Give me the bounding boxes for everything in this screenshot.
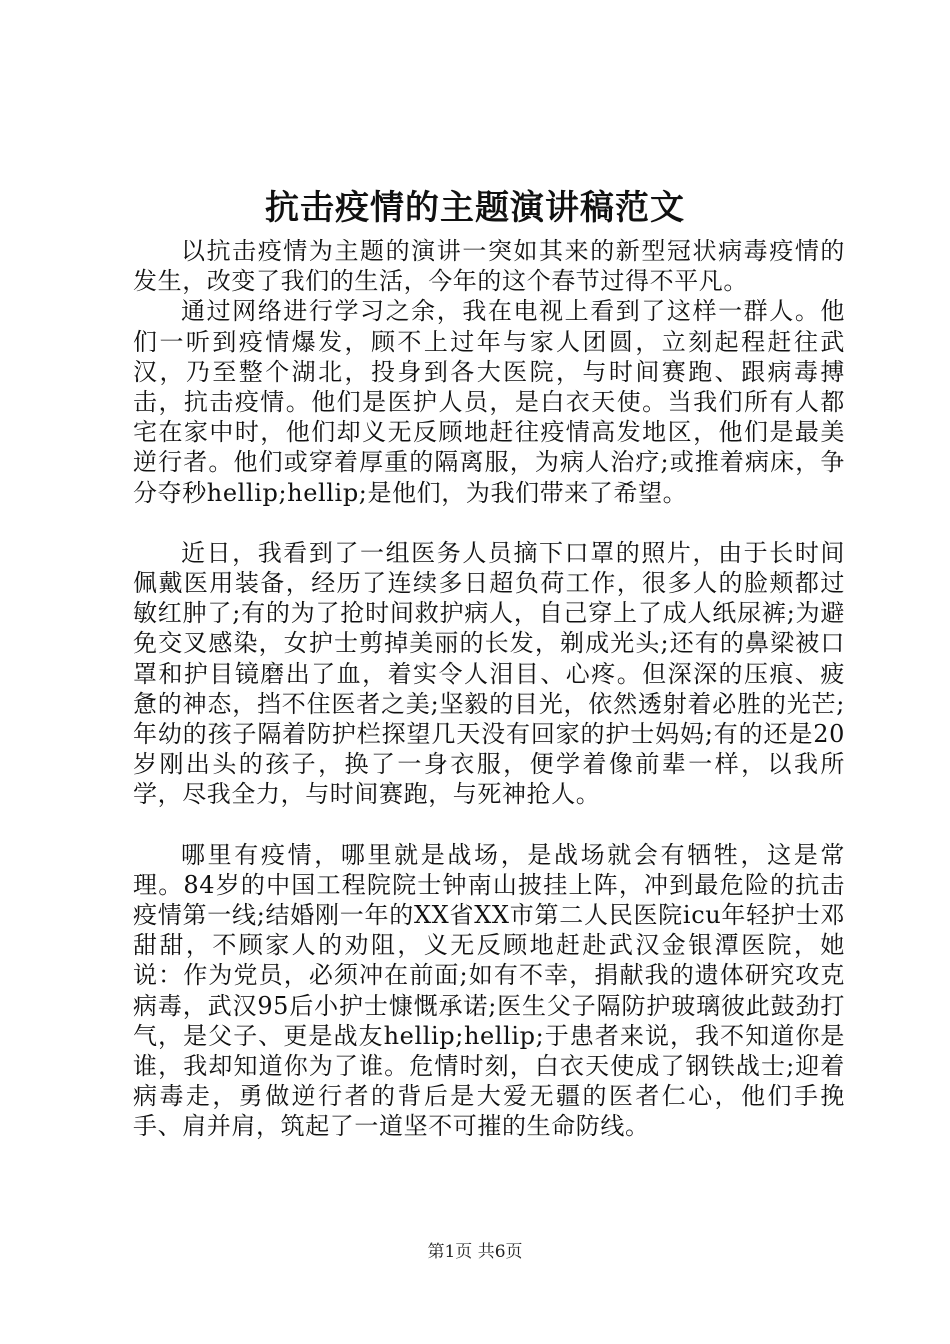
page-number-footer: 第1页 共6页 xyxy=(427,1242,523,1262)
document-title: 抗击疫情的主题演讲稿范文 xyxy=(265,188,685,228)
paragraph-2: 通过网络进行学习之余，我在电视上看到了这样一群人。他们一听到疫情爆发，顾不上过年与家人团圆，立刻起程赶往武汉，乃至整个湖北，投身到各大医院，与时间赛跑、跟病毒搏击，抗击疫情。他们是医护人员，是白衣天使。当我们所有人都宅在家中时，他们却义无反顾地赶往疫情高发地区，他们是最美逆行者。他们或穿着厚重的隔离服，为病人治疗;或推着病床，争分夺秒hellip;hellip;是他们，为我们带来了希望。 xyxy=(133,297,845,507)
paragraph-spacer xyxy=(133,508,845,538)
paragraph-3: 近日，我看到了一组医务人员摘下口罩的照片，由于长时间佩戴医用装备，经历了连续多日超负荷工作，很多人的脸颊都过敏红肿了;有的为了抢时间救护病人，自己穿上了成人纸尿裤;为避免交叉感染，女护士剪掉美丽的长发，剃成光头;还有的鼻梁被口罩和护目镜磨出了血，着实令人泪目、心疼。但深深的压痕、疲惫的神态，挡不住医者之美;坚毅的目光，依然透射着必胜的光芒;年幼的孩子隔着防护栏探望几天没有回家的护士妈妈;有的还是20岁刚出头的孩子，换了一身衣服，便学着像前辈一样，以我所学，尽我全力，与时间赛跑，与死神抢人。 xyxy=(133,538,845,809)
paragraph-4: 哪里有疫情，哪里就是战场，是战场就会有牺牲，这是常理。84岁的中国工程院院士钟南山披挂上阵，冲到最危险的抗击疫情第一线;结婚刚一年的XX省XX市第二人民医院icu年轻护士邓甜甜，不顾家人的劝阻，义无反顾地赶赴武汉金银潭医院，她说：作为党员，必须冲在前面;如有不幸，捐献我的遗体研究攻克病毒，武汉95后小护士慷慨承诺;医生父子隔防护玻璃彼此鼓劲打气，是父子、更是战友hellip;hellip;于患者来说，我不知道你是谁，我却知道你为了谁。危情时刻，白衣天使成了钢铁战士;迎着病毒走，勇做逆行者的背后是大爱无疆的医者仁心，他们手挽手、肩并肩，筑起了一道坚不可摧的生命防线。 xyxy=(133,840,845,1141)
paragraph-spacer xyxy=(133,810,845,840)
paragraph-1: 以抗击疫情为主题的演讲一突如其来的新型冠状病毒疫情的发生，改变了我们的生活，今年的这个春节过得不平凡。 xyxy=(133,237,845,296)
document-body xyxy=(133,236,845,1142)
